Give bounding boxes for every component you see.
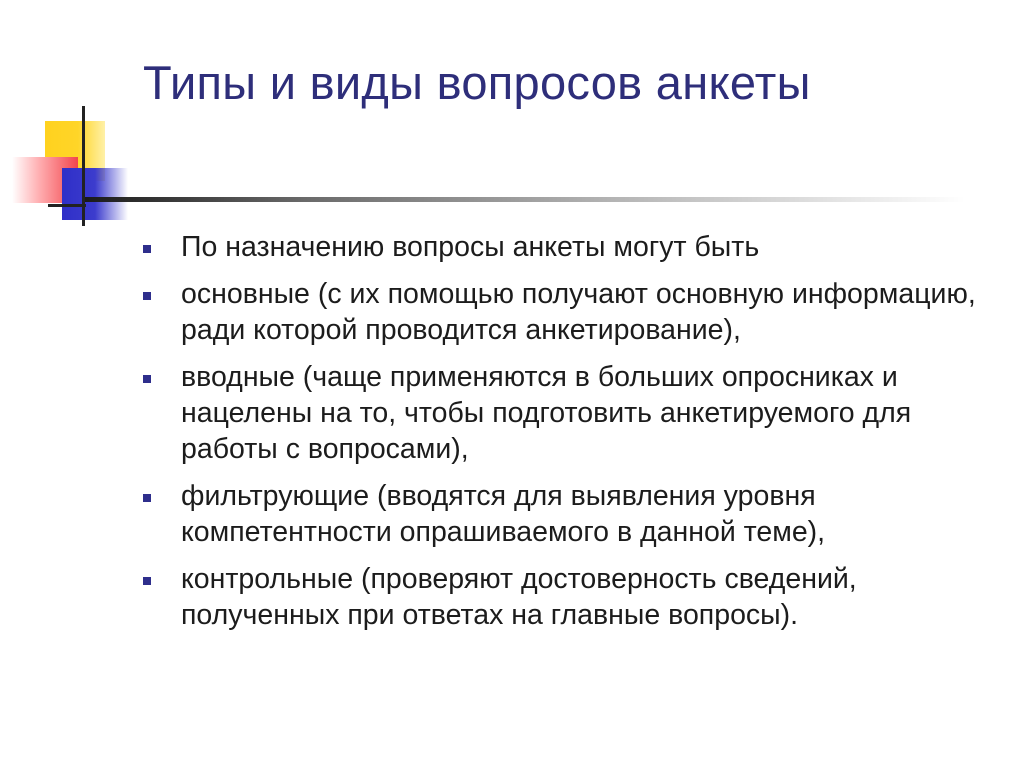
title-underline-rule — [85, 197, 965, 202]
bullet-item-purpose — [143, 229, 1003, 265]
bullet-text: По назначению вопросы анкеты могут быть — [181, 231, 760, 263]
bullet-text: фильтрующие (вводятся для выявления уровня компетентности опрашиваемого в данной теме), — [181, 480, 826, 548]
blue-square-decoration — [62, 168, 128, 220]
bullet-item-control — [143, 561, 1003, 633]
square-bullet-icon — [143, 245, 151, 253]
horizontal-tick-decoration — [48, 204, 86, 207]
bullet-item-main — [143, 276, 1003, 348]
slide-title: Типы и виды вопросов анкеты — [143, 56, 811, 109]
bullet-text: вводные (чаще применяются в больших опросниках и нацелены на то, чтобы подготовить анкетируемого для работы с вопросами), — [181, 361, 912, 465]
bullet-item-introductory — [143, 359, 1003, 467]
square-bullet-icon — [143, 375, 151, 383]
bullet-item-filtering — [143, 478, 1003, 550]
bullet-text: основные (с их помощью получают основную информацию, ради которой проводится анкетирование), — [181, 278, 976, 346]
square-bullet-icon — [143, 494, 151, 502]
bullet-list — [143, 229, 1003, 644]
vertical-line-decoration — [82, 106, 85, 226]
square-bullet-icon — [143, 292, 151, 300]
square-bullet-icon — [143, 577, 151, 585]
bullet-text: контрольные (проверяют достоверность сведений, полученных при ответах на главные вопросы). — [181, 563, 857, 631]
decorative-ornament — [0, 0, 160, 240]
